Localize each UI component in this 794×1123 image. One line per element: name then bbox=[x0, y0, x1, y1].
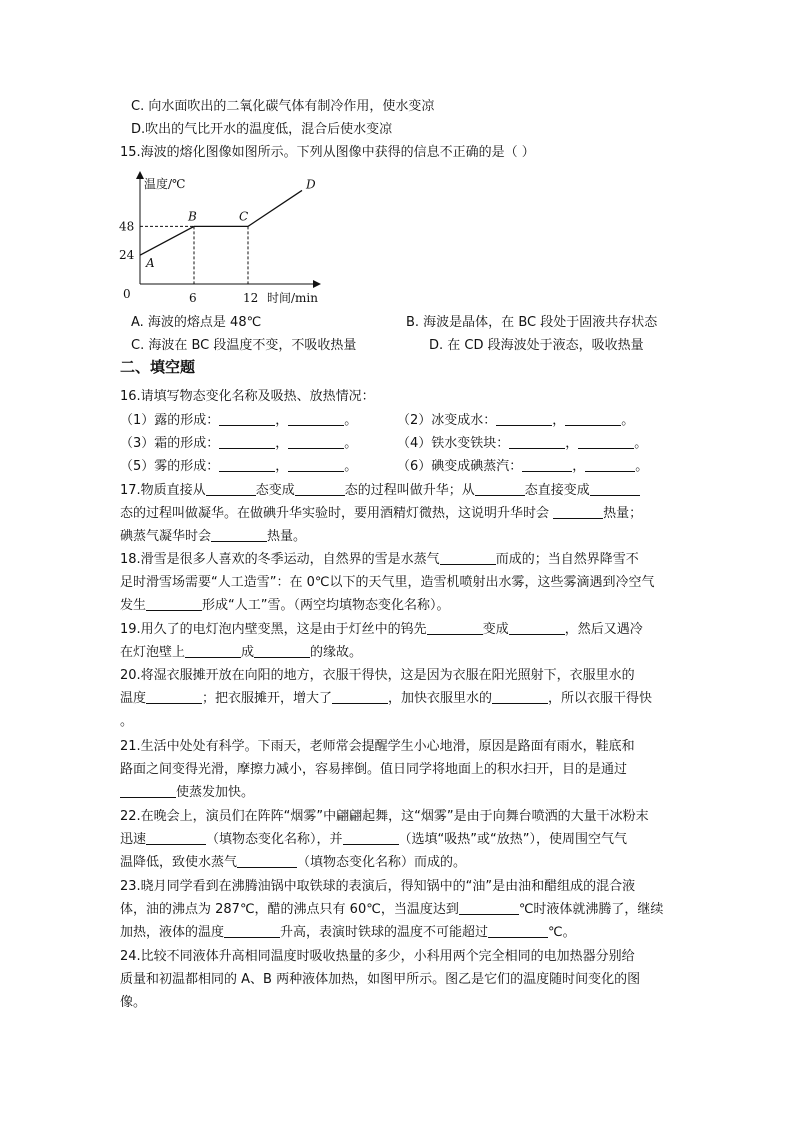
answer-blank[interactable] bbox=[146, 830, 206, 845]
answer-blank[interactable] bbox=[219, 434, 275, 449]
point-label-a: A bbox=[146, 256, 155, 271]
answer-blank[interactable] bbox=[254, 643, 310, 658]
q17-line-2: 态的过程叫做凝华。在做碘升华实验时，要用酒精灯微热，这说明升华时会 热量； bbox=[120, 506, 643, 521]
q19-line-2: 在灯泡壁上 成 的缘故。 bbox=[120, 645, 363, 660]
answer-blank[interactable] bbox=[459, 900, 519, 915]
x-tick-label: 12 bbox=[243, 291, 259, 305]
answer-blank[interactable] bbox=[219, 411, 275, 426]
answer-blank[interactable] bbox=[185, 643, 241, 658]
answer-blank[interactable] bbox=[509, 620, 565, 635]
q16-item-3: （3）霜的形成： ， 。 bbox=[120, 436, 358, 451]
q23-line-2: 体，油的沸点为 287℃，醋的沸点只有 60℃，当温度达到 ℃时液体就沸腾了，继续 bbox=[120, 902, 664, 917]
answer-blank[interactable] bbox=[288, 434, 344, 449]
answer-blank[interactable] bbox=[492, 689, 548, 704]
answer-blank[interactable] bbox=[578, 434, 634, 449]
answer-blank[interactable] bbox=[211, 527, 267, 542]
q21-line-3: 使蒸发加快。 bbox=[120, 782, 254, 804]
answer-blank[interactable] bbox=[488, 923, 548, 938]
q18-line-3: 发生 形成“人工”雪。（两空均填物态变化名称）。 bbox=[120, 598, 450, 613]
answer-blank[interactable] bbox=[219, 457, 275, 472]
q16-item-6: （6）碘变成碘蒸汽： ， 。 bbox=[397, 459, 649, 474]
q21-line-2: 路面之间变得光滑，摩擦力减小，容易摔倒。值日同学将地面上的积水扫开，目的是通过 bbox=[120, 762, 628, 777]
answer-blank[interactable] bbox=[332, 689, 388, 704]
q15-option-b: B. 海波是晶体，在 BC 段处于固液共存状态 bbox=[406, 315, 658, 330]
y-tick-label: 48 bbox=[119, 219, 135, 234]
q22-line-2: 迅速 （填物态变化名称），并 （选填“吸热”或“放热”），使周围空气气 bbox=[120, 832, 627, 847]
q20-line-1: 20.将湿衣服摊开放在向阳的地方，衣服干得快，这是因为衣服在阳光照射下，衣服里水的 bbox=[120, 668, 635, 683]
q23-line-3: 加热，液体的温度 升高，表演时铁球的温度不可能超过 ℃。 bbox=[120, 925, 576, 940]
answer-blank[interactable] bbox=[509, 434, 565, 449]
q17-line-1: 17.物质直接从 态变成 态的过程叫做升华；从 态直接变成 bbox=[120, 480, 640, 502]
q24-line-1: 24.比较不同液体升高相同温度时吸收热量的多少，小科用两个完全相同的电加热器分别给 bbox=[120, 949, 635, 964]
q17-line-3: 碘蒸气凝华时会 热量。 bbox=[120, 529, 307, 544]
x-tick-label: 6 bbox=[189, 291, 197, 305]
answer-blank[interactable] bbox=[288, 457, 344, 472]
answer-blank[interactable] bbox=[585, 457, 635, 472]
q22-line-3: 温降低，致使水蒸气 （填物态变化名称）而成的。 bbox=[120, 855, 467, 870]
answer-blank[interactable] bbox=[440, 550, 496, 565]
answer-blank[interactable] bbox=[427, 620, 483, 635]
point-label-c: C bbox=[239, 209, 249, 224]
answer-blank[interactable] bbox=[120, 783, 176, 798]
answer-blank[interactable] bbox=[146, 596, 202, 611]
answer-blank[interactable] bbox=[475, 481, 525, 496]
answer-blank[interactable] bbox=[295, 481, 345, 496]
q16-item-5: （5）雾的形成： ， 。 bbox=[120, 459, 358, 474]
q16-item-4: （4）铁水变铁块： ， 。 bbox=[397, 436, 648, 451]
q22-line-1: 22.在晚会上，演员们在阵阵“烟雾”中翩翩起舞，这“烟雾”是由于向舞台喷洒的大量干冰粉末 bbox=[120, 809, 649, 824]
q19-line-1: 19.用久了的电灯泡内壁变黑，这是由于灯丝中的钨先 变成 ，然后又遇冷 bbox=[120, 622, 643, 637]
melting-curve bbox=[140, 190, 302, 255]
q20-line-3: 。 bbox=[120, 714, 134, 729]
origin-label: 0 bbox=[123, 287, 131, 301]
q21-line-1: 21.生活中处处有科学。下雨天，老师常会提醒学生小心地滑，原因是路面有雨水，鞋底和 bbox=[120, 739, 635, 754]
q16-item-2: （2）冰变成水： ， 。 bbox=[397, 413, 635, 428]
q16-stem: 16.请填写物态变化名称及吸热、放热情况： bbox=[120, 389, 375, 404]
answer-blank[interactable] bbox=[553, 504, 603, 519]
answer-blank[interactable] bbox=[522, 457, 572, 472]
y-axis-label: 温度/℃ bbox=[144, 177, 186, 191]
q15-option-c: C. 海波在 BC 段温度不变，不吸收热量 bbox=[131, 338, 357, 353]
melting-chart bbox=[115, 166, 325, 306]
answer-blank[interactable] bbox=[237, 853, 297, 868]
answer-blank[interactable] bbox=[343, 830, 399, 845]
y-tick-label: 24 bbox=[119, 248, 135, 263]
section-heading: 二、填空题 bbox=[120, 358, 196, 376]
q15-option-a: A. 海波的熔点是 48℃ bbox=[131, 315, 262, 330]
q15-stem: 15.海波的熔化图像如图所示。下列从图像中获得的信息不正确的是（ ） bbox=[120, 145, 535, 160]
answer-blank[interactable] bbox=[146, 689, 202, 704]
point-label-b: B bbox=[188, 209, 197, 224]
q14-option-c: C. 向水面吹出的二氧化碳气体有制冷作用，使水变凉 bbox=[131, 99, 435, 114]
q24-line-2: 质量和初温都相同的 A、B 两种液体加热，如图甲所示。图乙是它们的温度随时间变化的图 bbox=[120, 972, 641, 987]
q15-option-d: D. 在 CD 段海波处于液态，吸收热量 bbox=[429, 338, 644, 353]
answer-blank[interactable] bbox=[224, 923, 280, 938]
q18-line-1: 18.滑雪是很多人喜欢的冬季运动，自然界的雪是水蒸气 而成的；当自然界降雪不 bbox=[120, 552, 639, 567]
answer-blank[interactable] bbox=[590, 481, 640, 496]
answer-blank[interactable] bbox=[206, 481, 256, 496]
q14-option-d: D.吹出的气比开水的温度低，混合后使水变凉 bbox=[131, 122, 393, 137]
chart-marks bbox=[119, 177, 316, 305]
q18-line-2: 足时滑雪场需要“人工造雪”：在 0℃以下的天气里，造雪机喷射出水雾，这些雾滴遇到冷空气 bbox=[120, 575, 655, 590]
point-label-d: D bbox=[306, 177, 316, 192]
answer-blank[interactable] bbox=[565, 411, 621, 426]
q16-item-1: （1）露的形成： ， 。 bbox=[120, 413, 358, 428]
q24-line-3: 像。 bbox=[120, 995, 147, 1010]
x-axis-label: 时间/min bbox=[267, 291, 318, 305]
q20-line-2: 温度 ；把衣服摊开，增大了 ，加快衣服里水的 ，所以衣服干得快 bbox=[120, 691, 653, 706]
answer-blank[interactable] bbox=[496, 411, 552, 426]
answer-blank[interactable] bbox=[288, 411, 344, 426]
q23-line-1: 23.晓月同学看到在沸腾油锅中取铁球的表演后，得知锅中的“油”是由油和醋组成的混合液 bbox=[120, 879, 636, 894]
